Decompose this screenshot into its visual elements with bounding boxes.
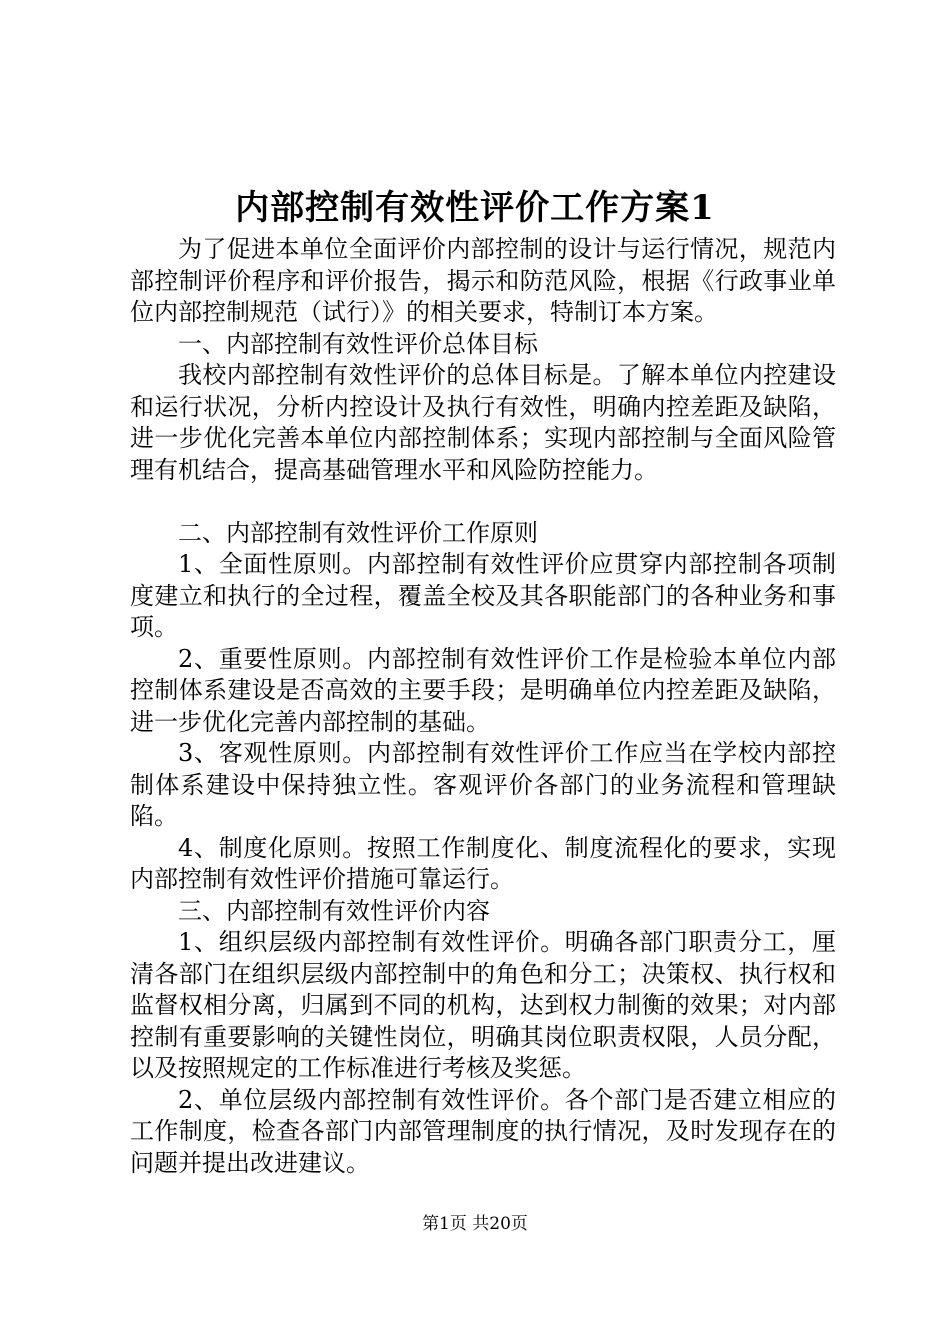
paragraph-principle-1: 1、全面性原则。内部控制有效性评价应贯穿内部控制各项制度建立和执行的全过程，覆盖全校及其各职能部门的各种业务和事项。 [130,550,836,641]
paragraph-content-2: 2、单位层级内部控制有效性评价。各个部门是否建立相应的工作制度，检查各部门内部管理制度的执行情况，及时发现存在的问题并提出改进建议。 [130,1085,836,1177]
document-title: 内部控制有效性评价工作方案1 [235,188,715,228]
paragraph-content-1: 1、组织层级内部控制有效性评价。明确各部门职责分工，厘清各部门在组织层级内部控制中的角色和分工；决策权、执行权和监督权相分离，归属到不同的机构，达到权力制衡的效果；对内部控制有重要影响的关键性岗位，明确其岗位职责权限，人员分配，以及按照规定的工作标准进行考核及奖惩。 [130,928,836,1082]
paragraph-overall-goal: 我校内部控制有效性评价的总体目标是。了解本单位内控建设和运行状况，分析内控设计及执行有效性，明确内控差距及缺陷，进一步优化完善本单位内部控制体系；实现内部控制与全面风险管理有机结合，提高基础管理水平和风险防控能力。 [130,361,836,484]
paragraph-principle-3: 3、客观性原则。内部控制有效性评价工作应当在学校内部控制体系建设中保持独立性。客观评价各部门的业务流程和管理缺陷。 [130,739,836,830]
page-number-footer: 第1页 共20页 [422,1214,528,1234]
heading-section-1: 一、内部控制有效性评价总体目标 [178,329,538,358]
document-body [130,234,836,1179]
paragraph-principle-2: 2、重要性原则。内部控制有效性评价工作是检验本单位内部控制体系建设是否高效的主要手段；是明确单位内控差距及缺陷，进一步优化完善内部控制的基础。 [130,644,836,736]
heading-section-3: 三、内部控制有效性评价内容 [178,896,490,925]
paragraph-principle-4: 4、制度化原则。按照工作制度化、制度流程化的要求，实现内部控制有效性评价措施可靠运行。 [130,833,836,893]
paragraph-intro: 为了促进本单位全面评价内部控制的设计与运行情况，规范内部控制评价程序和评价报告，揭示和防范风险，根据《行政事业单位内部控制规范（试行）》的相关要求，特制订本方案。 [130,235,836,326]
heading-section-2: 二、内部控制有效性评价工作原则 [178,518,538,547]
